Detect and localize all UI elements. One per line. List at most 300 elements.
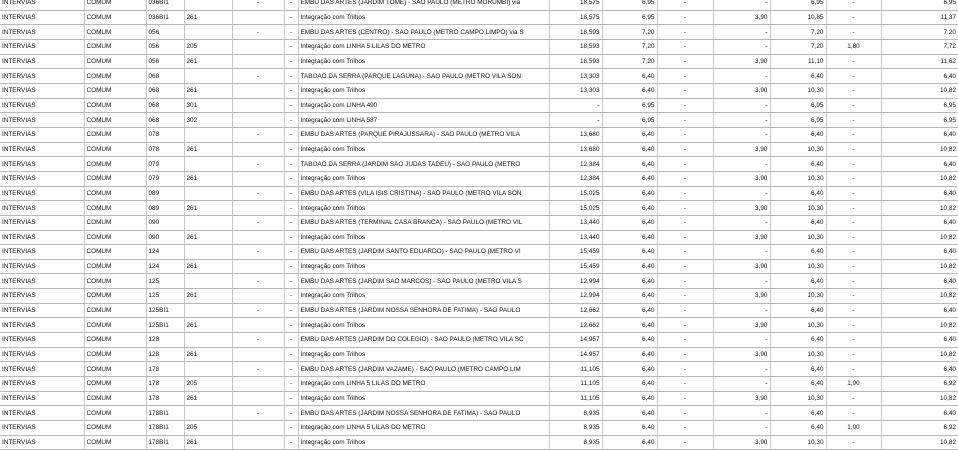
cell-line-description: Integração com Trilhos bbox=[298, 201, 549, 216]
cell-category: COMUM bbox=[84, 186, 146, 201]
cell-rail-fare: 3,90 bbox=[713, 171, 770, 186]
cell-value-a: - bbox=[657, 98, 713, 113]
cell-integration-code: 261 bbox=[184, 391, 232, 406]
cell-value-a: - bbox=[657, 303, 713, 318]
cell-final-fare: 10,82 bbox=[881, 347, 958, 362]
cell-base-fare: 6,40 bbox=[602, 259, 657, 274]
cell-operator: INTERVIAS bbox=[0, 142, 84, 157]
cell-integration-code: 261 bbox=[184, 83, 232, 98]
cell-line-code: 056 bbox=[146, 54, 184, 69]
cell-total-fare: 6,40 bbox=[770, 362, 826, 377]
table-row bbox=[0, 0, 958, 10]
cell-flag-b: - bbox=[284, 318, 298, 333]
cell-flag-a bbox=[232, 39, 284, 54]
cell-metro-fare: - bbox=[826, 201, 881, 216]
cell-integration-code bbox=[184, 186, 232, 201]
cell-line-code: 090 bbox=[146, 230, 184, 245]
cell-metro-fare: - bbox=[826, 215, 881, 230]
cell-total-fare: 7,20 bbox=[770, 25, 826, 40]
cell-flag-b: - bbox=[284, 69, 298, 84]
table-row bbox=[0, 201, 958, 216]
cell-final-fare: 11,37 bbox=[881, 10, 958, 25]
cell-metro-fare: - bbox=[826, 435, 881, 450]
cell-final-fare: 6,95 bbox=[881, 98, 958, 113]
cell-flag-b: - bbox=[284, 113, 298, 128]
cell-value-a: - bbox=[657, 186, 713, 201]
cell-final-fare: 6,40 bbox=[881, 157, 958, 172]
cell-rail-fare: - bbox=[713, 377, 770, 392]
cell-integration-code: 261 bbox=[184, 289, 232, 304]
cell-flag-a bbox=[232, 230, 284, 245]
cell-rail-fare: - bbox=[713, 127, 770, 142]
cell-category: COMUM bbox=[84, 171, 146, 186]
cell-rail-fare: - bbox=[713, 303, 770, 318]
cell-distance: 11,105 bbox=[549, 377, 602, 392]
cell-final-fare: 10,82 bbox=[881, 142, 958, 157]
cell-line-code: 125BI1 bbox=[146, 303, 184, 318]
table-row bbox=[0, 83, 958, 98]
cell-flag-a: - bbox=[232, 245, 284, 260]
cell-final-fare: 6,95 bbox=[881, 0, 958, 10]
cell-line-description: EMBU DAS ARTES (JARDIM NOSSA SENHORA DE FATIMA) - SAO PAULO bbox=[298, 406, 549, 421]
cell-total-fare: 7,20 bbox=[770, 39, 826, 54]
cell-distance: 8,935 bbox=[549, 435, 602, 450]
cell-category: COMUM bbox=[84, 215, 146, 230]
cell-value-a: - bbox=[657, 362, 713, 377]
cell-rail-fare: - bbox=[713, 245, 770, 260]
cell-base-fare: 6,95 bbox=[602, 113, 657, 128]
cell-value-a: - bbox=[657, 377, 713, 392]
cell-integration-code bbox=[184, 406, 232, 421]
cell-line-code: 079 bbox=[146, 171, 184, 186]
cell-line-code: 124 bbox=[146, 259, 184, 274]
cell-total-fare: 10,85 bbox=[770, 10, 826, 25]
cell-flag-b: - bbox=[284, 157, 298, 172]
cell-flag-a bbox=[232, 98, 284, 113]
cell-operator: INTERVIAS bbox=[0, 362, 84, 377]
cell-integration-code bbox=[184, 0, 232, 10]
cell-operator: INTERVIAS bbox=[0, 435, 84, 450]
cell-final-fare: 10,82 bbox=[881, 259, 958, 274]
cell-line-code: 078 bbox=[146, 127, 184, 142]
cell-category: COMUM bbox=[84, 303, 146, 318]
cell-integration-code: 205 bbox=[184, 39, 232, 54]
cell-category: COMUM bbox=[84, 259, 146, 274]
cell-flag-b: - bbox=[284, 215, 298, 230]
cell-value-a: - bbox=[657, 0, 713, 10]
cell-flag-a bbox=[232, 318, 284, 333]
cell-rail-fare: - bbox=[713, 69, 770, 84]
cell-integration-code bbox=[184, 333, 232, 348]
cell-flag-a bbox=[232, 259, 284, 274]
cell-operator: INTERVIAS bbox=[0, 347, 84, 362]
cell-metro-fare: - bbox=[826, 347, 881, 362]
cell-value-a: - bbox=[657, 113, 713, 128]
cell-final-fare: 10,82 bbox=[881, 391, 958, 406]
cell-base-fare: 6,40 bbox=[602, 83, 657, 98]
cell-operator: INTERVIAS bbox=[0, 113, 84, 128]
cell-rail-fare: - bbox=[713, 274, 770, 289]
cell-base-fare: 6,95 bbox=[602, 10, 657, 25]
cell-flag-b: - bbox=[284, 230, 298, 245]
cell-line-description: EMBU DAS ARTES (JARDIM SANTO EDUARDO) - SAO PAULO (METRO VI bbox=[298, 245, 549, 260]
cell-metro-fare: - bbox=[826, 303, 881, 318]
cell-line-description: EMBU DAS ARTES (JARDIM DO COLEGIO) - SAO PAULO (METRO VILA SC bbox=[298, 333, 549, 348]
table-row bbox=[0, 362, 958, 377]
cell-integration-code bbox=[184, 303, 232, 318]
cell-line-code: 124 bbox=[146, 245, 184, 260]
cell-rail-fare: 3,90 bbox=[713, 142, 770, 157]
cell-line-description: Integração com Trilhos bbox=[298, 142, 549, 157]
cell-value-a: - bbox=[657, 201, 713, 216]
cell-integration-code: 261 bbox=[184, 10, 232, 25]
cell-final-fare: 6,40 bbox=[881, 127, 958, 142]
cell-operator: INTERVIAS bbox=[0, 230, 84, 245]
cell-distance: 11,105 bbox=[549, 362, 602, 377]
cell-flag-a: - bbox=[232, 127, 284, 142]
cell-line-description: EMBU DAS ARTES (VILA ISIS CRISTINA) - SAO PAULO (METRO VILA SON bbox=[298, 186, 549, 201]
cell-integration-code bbox=[184, 157, 232, 172]
cell-base-fare: 6,40 bbox=[602, 186, 657, 201]
cell-value-a: - bbox=[657, 406, 713, 421]
cell-flag-a bbox=[232, 10, 284, 25]
cell-flag-a bbox=[232, 435, 284, 450]
cell-base-fare: 6,40 bbox=[602, 274, 657, 289]
cell-flag-b: - bbox=[284, 142, 298, 157]
cell-line-description: Integração com Trilhos bbox=[298, 391, 549, 406]
cell-metro-fare: - bbox=[826, 274, 881, 289]
cell-base-fare: 6,40 bbox=[602, 142, 657, 157]
cell-flag-b: - bbox=[284, 289, 298, 304]
cell-metro-fare: - bbox=[826, 171, 881, 186]
cell-integration-code bbox=[184, 362, 232, 377]
cell-flag-a: - bbox=[232, 25, 284, 40]
cell-category: COMUM bbox=[84, 201, 146, 216]
cell-integration-code bbox=[184, 245, 232, 260]
cell-base-fare: 6,95 bbox=[602, 98, 657, 113]
table-row bbox=[0, 69, 958, 84]
cell-line-description: Integração com Trilhos bbox=[298, 10, 549, 25]
cell-base-fare: 6,40 bbox=[602, 406, 657, 421]
cell-distance: 18,593 bbox=[549, 54, 602, 69]
table-row bbox=[0, 318, 958, 333]
cell-total-fare: 10,30 bbox=[770, 435, 826, 450]
cell-final-fare: 6,40 bbox=[881, 245, 958, 260]
cell-line-code: 125 bbox=[146, 289, 184, 304]
cell-total-fare: 10,30 bbox=[770, 289, 826, 304]
cell-category: COMUM bbox=[84, 0, 146, 10]
cell-metro-fare: - bbox=[826, 10, 881, 25]
cell-line-code: 068 bbox=[146, 113, 184, 128]
cell-category: COMUM bbox=[84, 289, 146, 304]
table-row bbox=[0, 171, 958, 186]
cell-metro-fare: - bbox=[826, 186, 881, 201]
cell-metro-fare: - bbox=[826, 391, 881, 406]
cell-line-code: 178 bbox=[146, 362, 184, 377]
cell-line-code: 078 bbox=[146, 142, 184, 157]
cell-rail-fare: 3,90 bbox=[713, 230, 770, 245]
cell-line-code: 068 bbox=[146, 83, 184, 98]
cell-flag-b: - bbox=[284, 201, 298, 216]
cell-line-description: Integração com LINHA 5 LILAS DO METRO bbox=[298, 39, 549, 54]
cell-total-fare: 10,30 bbox=[770, 391, 826, 406]
cell-base-fare: 6,40 bbox=[602, 421, 657, 436]
cell-base-fare: 6,40 bbox=[602, 215, 657, 230]
cell-line-code: 089 bbox=[146, 186, 184, 201]
cell-final-fare: 10,82 bbox=[881, 83, 958, 98]
cell-final-fare: 6,40 bbox=[881, 69, 958, 84]
cell-flag-a: - bbox=[232, 0, 284, 10]
cell-metro-fare: - bbox=[826, 142, 881, 157]
cell-distance: 15,459 bbox=[549, 259, 602, 274]
cell-flag-b: - bbox=[284, 186, 298, 201]
cell-total-fare: 10,30 bbox=[770, 230, 826, 245]
cell-value-a: - bbox=[657, 142, 713, 157]
cell-rail-fare: - bbox=[713, 157, 770, 172]
cell-integration-code: 261 bbox=[184, 318, 232, 333]
cell-base-fare: 6,40 bbox=[602, 347, 657, 362]
cell-integration-code: 261 bbox=[184, 347, 232, 362]
cell-line-description: Integração com Trilhos bbox=[298, 347, 549, 362]
cell-final-fare: 7,72 bbox=[881, 39, 958, 54]
table-row bbox=[0, 113, 958, 128]
cell-final-fare: 6,40 bbox=[881, 333, 958, 348]
cell-category: COMUM bbox=[84, 10, 146, 25]
cell-line-code: 068 bbox=[146, 69, 184, 84]
cell-flag-a bbox=[232, 113, 284, 128]
cell-metro-fare: 1,80 bbox=[826, 39, 881, 54]
cell-total-fare: 10,30 bbox=[770, 259, 826, 274]
cell-line-code: 068 bbox=[146, 98, 184, 113]
cell-line-description: Integração com LINHA 5 LILAS DO METRO bbox=[298, 421, 549, 436]
cell-rail-fare: 3,90 bbox=[713, 347, 770, 362]
cell-line-code: 036BI1 bbox=[146, 10, 184, 25]
cell-final-fare: 10,82 bbox=[881, 201, 958, 216]
cell-rail-fare: 3,90 bbox=[713, 10, 770, 25]
cell-operator: INTERVIAS bbox=[0, 303, 84, 318]
cell-distance: - bbox=[549, 113, 602, 128]
cell-value-a: - bbox=[657, 230, 713, 245]
cell-total-fare: 10,30 bbox=[770, 142, 826, 157]
cell-operator: INTERVIAS bbox=[0, 83, 84, 98]
table-row bbox=[0, 245, 958, 260]
cell-final-fare: 6,92 bbox=[881, 421, 958, 436]
cell-flag-a: - bbox=[232, 157, 284, 172]
cell-line-description: TABOAO DA SERRA (PARQUE LAGUNA) - SAO PAULO (METRO VILA SON bbox=[298, 69, 549, 84]
cell-operator: INTERVIAS bbox=[0, 25, 84, 40]
cell-integration-code: 261 bbox=[184, 54, 232, 69]
cell-distance: 15,025 bbox=[549, 186, 602, 201]
table-row bbox=[0, 230, 958, 245]
cell-value-a: - bbox=[657, 274, 713, 289]
cell-final-fare: 6,40 bbox=[881, 303, 958, 318]
cell-line-code: 178 bbox=[146, 391, 184, 406]
cell-line-code: 125 bbox=[146, 274, 184, 289]
cell-flag-a bbox=[232, 377, 284, 392]
cell-total-fare: 6,40 bbox=[770, 245, 826, 260]
cell-final-fare: 7,20 bbox=[881, 25, 958, 40]
cell-integration-code bbox=[184, 274, 232, 289]
cell-line-code: 125BI1 bbox=[146, 318, 184, 333]
cell-distance: 18,575 bbox=[549, 0, 602, 10]
cell-total-fare: 10,30 bbox=[770, 171, 826, 186]
cell-distance: 13,440 bbox=[549, 230, 602, 245]
cell-line-description: Integração com Trilhos bbox=[298, 171, 549, 186]
cell-flag-b: - bbox=[284, 54, 298, 69]
cell-rail-fare: 3,90 bbox=[713, 54, 770, 69]
cell-rail-fare: 3,90 bbox=[713, 201, 770, 216]
cell-category: COMUM bbox=[84, 25, 146, 40]
cell-rail-fare: - bbox=[713, 362, 770, 377]
cell-flag-a bbox=[232, 142, 284, 157]
cell-flag-a: - bbox=[232, 186, 284, 201]
cell-rail-fare: 3,90 bbox=[713, 289, 770, 304]
table-row bbox=[0, 215, 958, 230]
cell-value-a: - bbox=[657, 333, 713, 348]
cell-value-a: - bbox=[657, 391, 713, 406]
cell-operator: INTERVIAS bbox=[0, 186, 84, 201]
cell-flag-b: - bbox=[284, 347, 298, 362]
cell-flag-a: - bbox=[232, 303, 284, 318]
table-row bbox=[0, 406, 958, 421]
cell-category: COMUM bbox=[84, 230, 146, 245]
cell-metro-fare: - bbox=[826, 54, 881, 69]
cell-value-a: - bbox=[657, 171, 713, 186]
cell-flag-a bbox=[232, 391, 284, 406]
cell-distance: 15,025 bbox=[549, 201, 602, 216]
cell-metro-fare: - bbox=[826, 362, 881, 377]
cell-base-fare: 6,40 bbox=[602, 303, 657, 318]
cell-flag-b: - bbox=[284, 245, 298, 260]
cell-base-fare: 6,40 bbox=[602, 201, 657, 216]
table-row bbox=[0, 54, 958, 69]
cell-base-fare: 6,40 bbox=[602, 333, 657, 348]
cell-metro-fare: - bbox=[826, 259, 881, 274]
cell-category: COMUM bbox=[84, 274, 146, 289]
cell-category: COMUM bbox=[84, 69, 146, 84]
cell-distance: 12,994 bbox=[549, 274, 602, 289]
cell-metro-fare: - bbox=[826, 333, 881, 348]
cell-line-description: Integração com LINHA 490 bbox=[298, 98, 549, 113]
cell-category: COMUM bbox=[84, 377, 146, 392]
cell-flag-b: - bbox=[284, 435, 298, 450]
cell-rail-fare: - bbox=[713, 421, 770, 436]
table-row bbox=[0, 333, 958, 348]
cell-total-fare: 6,40 bbox=[770, 215, 826, 230]
cell-metro-fare: 1,00 bbox=[826, 377, 881, 392]
cell-operator: INTERVIAS bbox=[0, 98, 84, 113]
cell-rail-fare: - bbox=[713, 39, 770, 54]
cell-value-a: - bbox=[657, 215, 713, 230]
cell-metro-fare: - bbox=[826, 230, 881, 245]
table-row bbox=[0, 377, 958, 392]
cell-total-fare: 10,30 bbox=[770, 318, 826, 333]
cell-line-description: Integração com LINHA 587 bbox=[298, 113, 549, 128]
cell-distance: 13,303 bbox=[549, 69, 602, 84]
cell-base-fare: 6,40 bbox=[602, 377, 657, 392]
cell-operator: INTERVIAS bbox=[0, 421, 84, 436]
cell-rail-fare: 3,90 bbox=[713, 391, 770, 406]
cell-flag-b: - bbox=[284, 25, 298, 40]
cell-line-code: 056 bbox=[146, 39, 184, 54]
cell-line-description: Integração com Trilhos bbox=[298, 259, 549, 274]
cell-integration-code: 261 bbox=[184, 435, 232, 450]
cell-line-code: 178BI1 bbox=[146, 406, 184, 421]
cell-final-fare: 6,40 bbox=[881, 215, 958, 230]
cell-flag-b: - bbox=[284, 274, 298, 289]
cell-rail-fare: - bbox=[713, 333, 770, 348]
cell-flag-b: - bbox=[284, 377, 298, 392]
table-row bbox=[0, 274, 958, 289]
cell-value-a: - bbox=[657, 318, 713, 333]
cell-flag-b: - bbox=[284, 333, 298, 348]
cell-line-code: 178BI1 bbox=[146, 421, 184, 436]
cell-value-a: - bbox=[657, 69, 713, 84]
cell-final-fare: 6,40 bbox=[881, 362, 958, 377]
cell-category: COMUM bbox=[84, 435, 146, 450]
cell-metro-fare: - bbox=[826, 318, 881, 333]
cell-rail-fare: - bbox=[713, 186, 770, 201]
cell-metro-fare: - bbox=[826, 245, 881, 260]
cell-line-description: Integração com LINHA 5 LILAS DO METRO bbox=[298, 377, 549, 392]
cell-operator: INTERVIAS bbox=[0, 333, 84, 348]
cell-base-fare: 6,40 bbox=[602, 127, 657, 142]
cell-operator: INTERVIAS bbox=[0, 391, 84, 406]
cell-distance: 14,957 bbox=[549, 333, 602, 348]
cell-line-description: EMBU DAS ARTES (JARDIM SAO MARCOS) - SAO PAULO (METRO VILA S bbox=[298, 274, 549, 289]
cell-operator: INTERVIAS bbox=[0, 69, 84, 84]
cell-total-fare: 6,40 bbox=[770, 274, 826, 289]
cell-base-fare: 6,40 bbox=[602, 289, 657, 304]
cell-operator: INTERVIAS bbox=[0, 245, 84, 260]
cell-value-a: - bbox=[657, 83, 713, 98]
cell-flag-b: - bbox=[284, 259, 298, 274]
cell-final-fare: 6,40 bbox=[881, 186, 958, 201]
cell-flag-a: - bbox=[232, 215, 284, 230]
cell-base-fare: 6,40 bbox=[602, 157, 657, 172]
cell-base-fare: 7,20 bbox=[602, 39, 657, 54]
cell-total-fare: 10,30 bbox=[770, 201, 826, 216]
cell-integration-code bbox=[184, 127, 232, 142]
cell-total-fare: 6,40 bbox=[770, 69, 826, 84]
table-row bbox=[0, 391, 958, 406]
cell-flag-a bbox=[232, 289, 284, 304]
cell-distance: 8,935 bbox=[549, 421, 602, 436]
cell-distance: 14,957 bbox=[549, 347, 602, 362]
cell-total-fare: 10,30 bbox=[770, 347, 826, 362]
cell-rail-fare: 3,90 bbox=[713, 83, 770, 98]
cell-distance: 18,593 bbox=[549, 39, 602, 54]
cell-base-fare: 6,40 bbox=[602, 171, 657, 186]
cell-category: COMUM bbox=[84, 39, 146, 54]
cell-line-code: 128 bbox=[146, 347, 184, 362]
cell-flag-b: - bbox=[284, 0, 298, 10]
cell-metro-fare: 1,00 bbox=[826, 421, 881, 436]
cell-line-code: 090 bbox=[146, 215, 184, 230]
cell-value-a: - bbox=[657, 347, 713, 362]
cell-operator: INTERVIAS bbox=[0, 10, 84, 25]
cell-flag-b: - bbox=[284, 391, 298, 406]
cell-metro-fare: - bbox=[826, 83, 881, 98]
cell-line-description: Integração com Trilhos bbox=[298, 83, 549, 98]
cell-category: COMUM bbox=[84, 83, 146, 98]
cell-operator: INTERVIAS bbox=[0, 318, 84, 333]
table-row bbox=[0, 127, 958, 142]
cell-flag-b: - bbox=[284, 406, 298, 421]
cell-base-fare: 6,40 bbox=[602, 245, 657, 260]
cell-flag-b: - bbox=[284, 83, 298, 98]
cell-rail-fare: - bbox=[713, 215, 770, 230]
